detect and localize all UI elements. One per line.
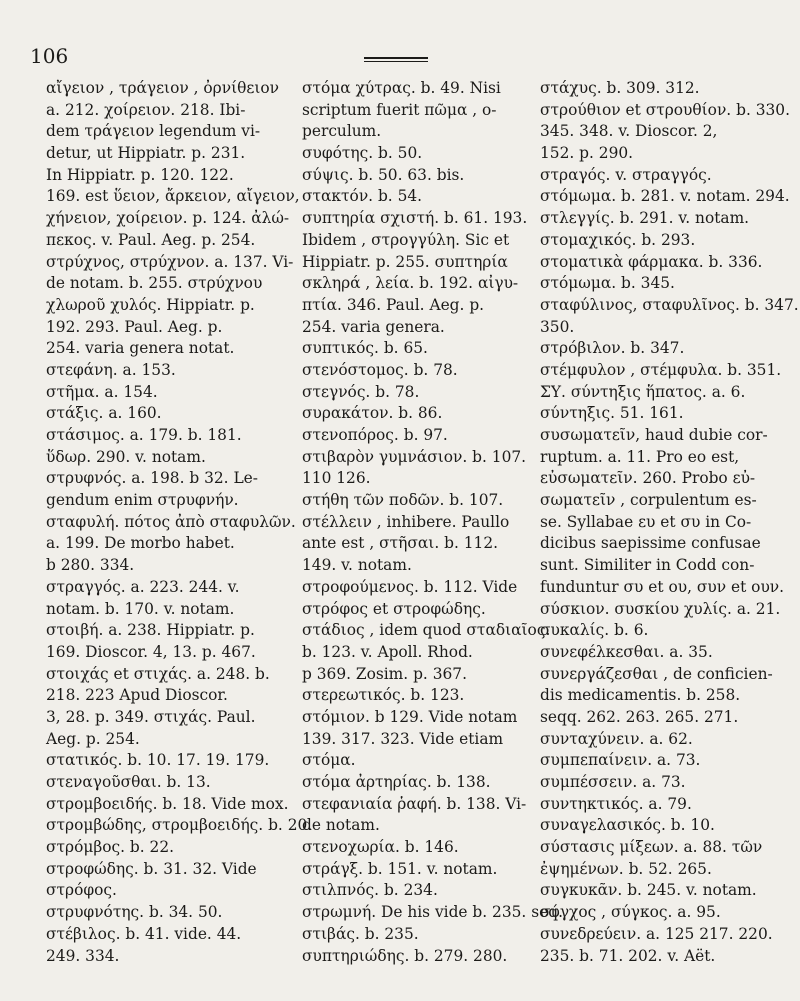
index-line: σταφυλή. πότος ἀπὸ σταφυλῶν.	[46, 512, 296, 531]
index-line: στάχυς. b. 309. 312.	[540, 79, 700, 97]
index-line: συκαλίς. b. 6.	[540, 621, 649, 640]
index-line: στέβιλος. b. 41. vide. 44.	[46, 924, 242, 943]
index-line: συσωματεῖν, haud dubie cor-	[540, 426, 768, 444]
index-line: στιβαρὸν γυμνάσιον. b. 107.	[302, 447, 527, 466]
index-line: στρόβιλον. b. 347.	[540, 339, 685, 358]
index-line: πεκος. v. Paul. Aeg. p. 254.	[46, 230, 256, 249]
index-line: στόμιον. b 129. Vide notam	[302, 707, 518, 726]
index-line: στάσιμος. a. 179. b. 181.	[46, 426, 242, 444]
index-line: στρομβοειδής. b. 18. Vide mox.	[46, 794, 289, 813]
index-line: στέμφυλον , στέμφυλα. b. 351.	[540, 360, 782, 379]
column-left	[46, 78, 313, 967]
index-line: συνταχύνειν. a. 62.	[540, 729, 693, 748]
index-line: στροφούμενος. b. 112. Vide	[302, 577, 518, 596]
index-line: de notam.	[302, 816, 380, 835]
index-line: συμπέσσειν. a. 73.	[540, 773, 686, 791]
index-line: 192. 293. Paul. Aeg. p.	[46, 317, 223, 336]
index-line: στατικός. b. 10. 17. 19. 179.	[46, 751, 270, 770]
index-line: σκληρά , λεία. b. 192. αἰγυ-	[302, 274, 519, 293]
index-line: σταφύλινος, σταφυλῖνος. b. 347.	[540, 295, 799, 314]
index-line: χλωροῦ χυλός. Hippiatr. p.	[46, 295, 255, 314]
index-line: scriptum fuerit πῶμα , o-	[302, 100, 497, 119]
index-line: Hippiatr. p. 255. συπτηρία	[302, 252, 508, 271]
index-line: 350.	[540, 317, 575, 336]
index-line: Ibidem , στρογγύλη. Sic et	[302, 230, 510, 249]
index-line: dem τράγειον legendum vi-	[46, 122, 261, 141]
index-line: p 369. Zosim. p. 367.	[302, 664, 467, 683]
index-line: στρυφνός. a. 198. b 32. Le-	[46, 469, 258, 488]
index-line: 218. 223 Apud Dioscor.	[46, 686, 228, 705]
index-line: 139. 317. 323. Vide etiam	[302, 729, 504, 748]
index-line: b 280. 334.	[46, 556, 135, 575]
index-line: 149. v. notam.	[302, 556, 412, 575]
index-line: seqq. 262. 263. 265. 271.	[540, 707, 739, 726]
index-line: στεγνός. b. 78.	[302, 382, 420, 401]
index-line: sunt. Similiter in Codd con-	[540, 556, 755, 575]
index-line: ΣΥ. σύντηξις ἥπατος. a. 6.	[540, 382, 746, 401]
index-line: 110 126.	[302, 469, 371, 488]
index-line: στόμα.	[302, 751, 356, 770]
index-line: πτία. 346. Paul. Aeg. p.	[302, 295, 485, 314]
index-line: στενόστομος. b. 78.	[302, 360, 458, 379]
index-line: στοιχάς et στιχάς. a. 248. b.	[46, 664, 270, 683]
index-line: ἐψημένων. b. 52. 265.	[540, 859, 712, 878]
index-line: de notam. b. 255. στρύχνου	[46, 274, 263, 293]
index-line: στοματικὰ φάρμακα. b. 336.	[540, 252, 763, 271]
index-line: στραγός. v. στραγγός.	[540, 165, 712, 184]
index-line: se. Syllabae ευ et συ in Co-	[540, 512, 752, 531]
index-line: 169. est ὕειον, ἄρκειον, αἴγειον,	[46, 187, 300, 206]
index-line: perculum.	[302, 122, 382, 141]
index-line: 152. p. 290.	[540, 144, 634, 163]
index-line: στρωμνή. De his vide b. 235. seq.	[302, 903, 563, 922]
index-line: dicibus saepissime confusae	[540, 534, 761, 553]
index-line: σύντηξις. 51. 161.	[540, 404, 684, 423]
index-line: στρούθιον et στρουθίον. b. 330.	[540, 100, 790, 119]
index-line: 254. varia genera notat.	[46, 339, 235, 358]
index-line: στόμα ἀρτηρίας. b. 138.	[302, 773, 491, 791]
index-line: σύσκιον. συσκίου χυλίς. a. 21.	[540, 599, 781, 618]
index-line: In Hippiatr. p. 120. 122.	[46, 165, 234, 184]
index-line: στοιβή. a. 238. Hippiatr. p.	[46, 621, 255, 640]
index-line: ruptum. a. 11. Pro eo est,	[540, 447, 740, 466]
index-line: στῆμα. a. 154.	[46, 382, 158, 401]
index-line: συνεργάζεσθαι , de conficien-	[540, 664, 773, 683]
index-line: στρυφνότης. b. 34. 50.	[46, 903, 223, 922]
index-line: a. 212. χοίρειον. 218. Ibi-	[46, 100, 246, 119]
index-line: στεναγοῦσθαι. b. 13.	[46, 773, 211, 791]
index-line: στόμα χύτρας. b. 49. Nisi	[302, 79, 501, 97]
index-line: συναγελασικός. b. 10.	[540, 816, 715, 835]
index-line: 345. 348. v. Dioscor. 2,	[540, 122, 718, 141]
index-line: dis medicamentis. b. 258.	[540, 686, 741, 705]
index-line: συνεδρεύειν. a. 125 217. 220.	[540, 924, 773, 943]
index-line: συμπεπαίνειν. a. 73.	[540, 751, 701, 770]
index-line: στήθη τῶν ποδῶν. b. 107.	[302, 491, 504, 510]
index-line: στεφάνη. a. 153.	[46, 360, 176, 379]
index-line: στράγξ. b. 151. v. notam.	[302, 859, 498, 878]
index-line: ante est , στῆσαι. b. 112.	[302, 534, 499, 553]
index-line: αἴγειον , τράγειον , ὀρνίθειον	[46, 79, 279, 97]
index-line: στόμωμα. b. 281. v. notam. 294.	[540, 187, 790, 206]
index-line: στρομβώδης, στρομβοειδής. b. 20.	[46, 816, 313, 835]
index-line: detur, ut Hippiatr. p. 231.	[46, 144, 246, 163]
index-line: σωματεῖν , corpulentum es-	[540, 491, 757, 510]
index-line: εὐσωματεῖν. 260. Probo εὐ-	[540, 469, 756, 488]
index-line: σύγχος , σύγκος. a. 95.	[540, 903, 721, 922]
index-line: 169. Dioscor. 4, 13. p. 467.	[46, 642, 256, 661]
column-right	[540, 78, 799, 967]
index-line: στρόφος et στροφώδης.	[302, 599, 486, 618]
index-line: στραγγός. a. 223. 244. v.	[46, 577, 240, 596]
index-line: στάδιος , idem quod σταδιαῖος.	[302, 621, 551, 640]
index-line: 249. 334.	[46, 946, 120, 965]
index-line: στρόφος.	[46, 881, 117, 900]
index-line: 235. b. 71. 202. v. Aët.	[540, 946, 716, 965]
index-line: συντηκτικός. a. 79.	[540, 794, 692, 813]
index-line: συνεφέλκεσθαι. a. 35.	[540, 642, 713, 661]
index-line: funduntur συ et ου, συν et ουν.	[540, 577, 785, 596]
index-line: στρόμβος. b. 22.	[46, 838, 175, 857]
index-line: στέλλειν , inhibere. Paullo	[302, 512, 510, 531]
index-line: συπτικός. b. 65.	[302, 339, 428, 358]
index-line: συρακάτον. b. 86.	[302, 404, 443, 423]
index-line: στρύχνος, στρύχνον. a. 137. Vi-	[46, 252, 294, 271]
index-line: στεφανιαία ῥαφή. b. 138. Vi-	[302, 794, 527, 813]
index-line: συπτηρία σχιστή. b. 61. 193.	[302, 209, 528, 228]
index-line: 254. varia genera.	[302, 317, 445, 336]
index-line: στόμωμα. b. 345.	[540, 274, 675, 293]
index-line: συγκυκᾶν. b. 245. v. notam.	[540, 881, 757, 900]
index-line: ὕδωρ. 290. v. notam.	[46, 447, 206, 466]
index-line: 3, 28. p. 349. στιχάς. Paul.	[46, 707, 256, 726]
index-line: στερεωτικός. b. 123.	[302, 686, 465, 705]
index-line: notam. b. 170. v. notam.	[46, 599, 235, 618]
index-line: συφότης. b. 50.	[302, 144, 423, 163]
page-number: 106	[30, 44, 69, 68]
index-line: Aeg. p. 254.	[46, 729, 140, 748]
index-line: σύστασις μίξεων. a. 88. τῶν	[540, 838, 763, 857]
index-line: στομαχικός. b. 293.	[540, 230, 696, 249]
index-line: στροφώδης. b. 31. 32. Vide	[46, 859, 257, 878]
header-ornament-rule	[364, 57, 428, 62]
index-line: στιβάς. b. 235.	[302, 924, 419, 943]
index-line: στενοπόρος. b. 97.	[302, 426, 448, 444]
index-line: στακτόν. b. 54.	[302, 187, 423, 206]
index-line: στενοχωρία. b. 146.	[302, 838, 459, 857]
index-line: σύψις. b. 50. 63. bis.	[302, 165, 465, 184]
index-line: στάξις. a. 160.	[46, 404, 162, 423]
index-line: στιλπνός. b. 234.	[302, 881, 438, 900]
index-line: a. 199. De morbo habet.	[46, 534, 235, 553]
index-line: στλεγγίς. b. 291. v. notam.	[540, 209, 750, 228]
index-line: gendum enim στρυφνήν.	[46, 491, 239, 510]
index-line: χήνειον, χοίρειον. p. 124. ἀλώ-	[46, 209, 290, 228]
index-line: συπτηριώδης. b. 279. 280.	[302, 946, 508, 965]
index-line: b. 123. v. Apoll. Rhod.	[302, 642, 473, 661]
